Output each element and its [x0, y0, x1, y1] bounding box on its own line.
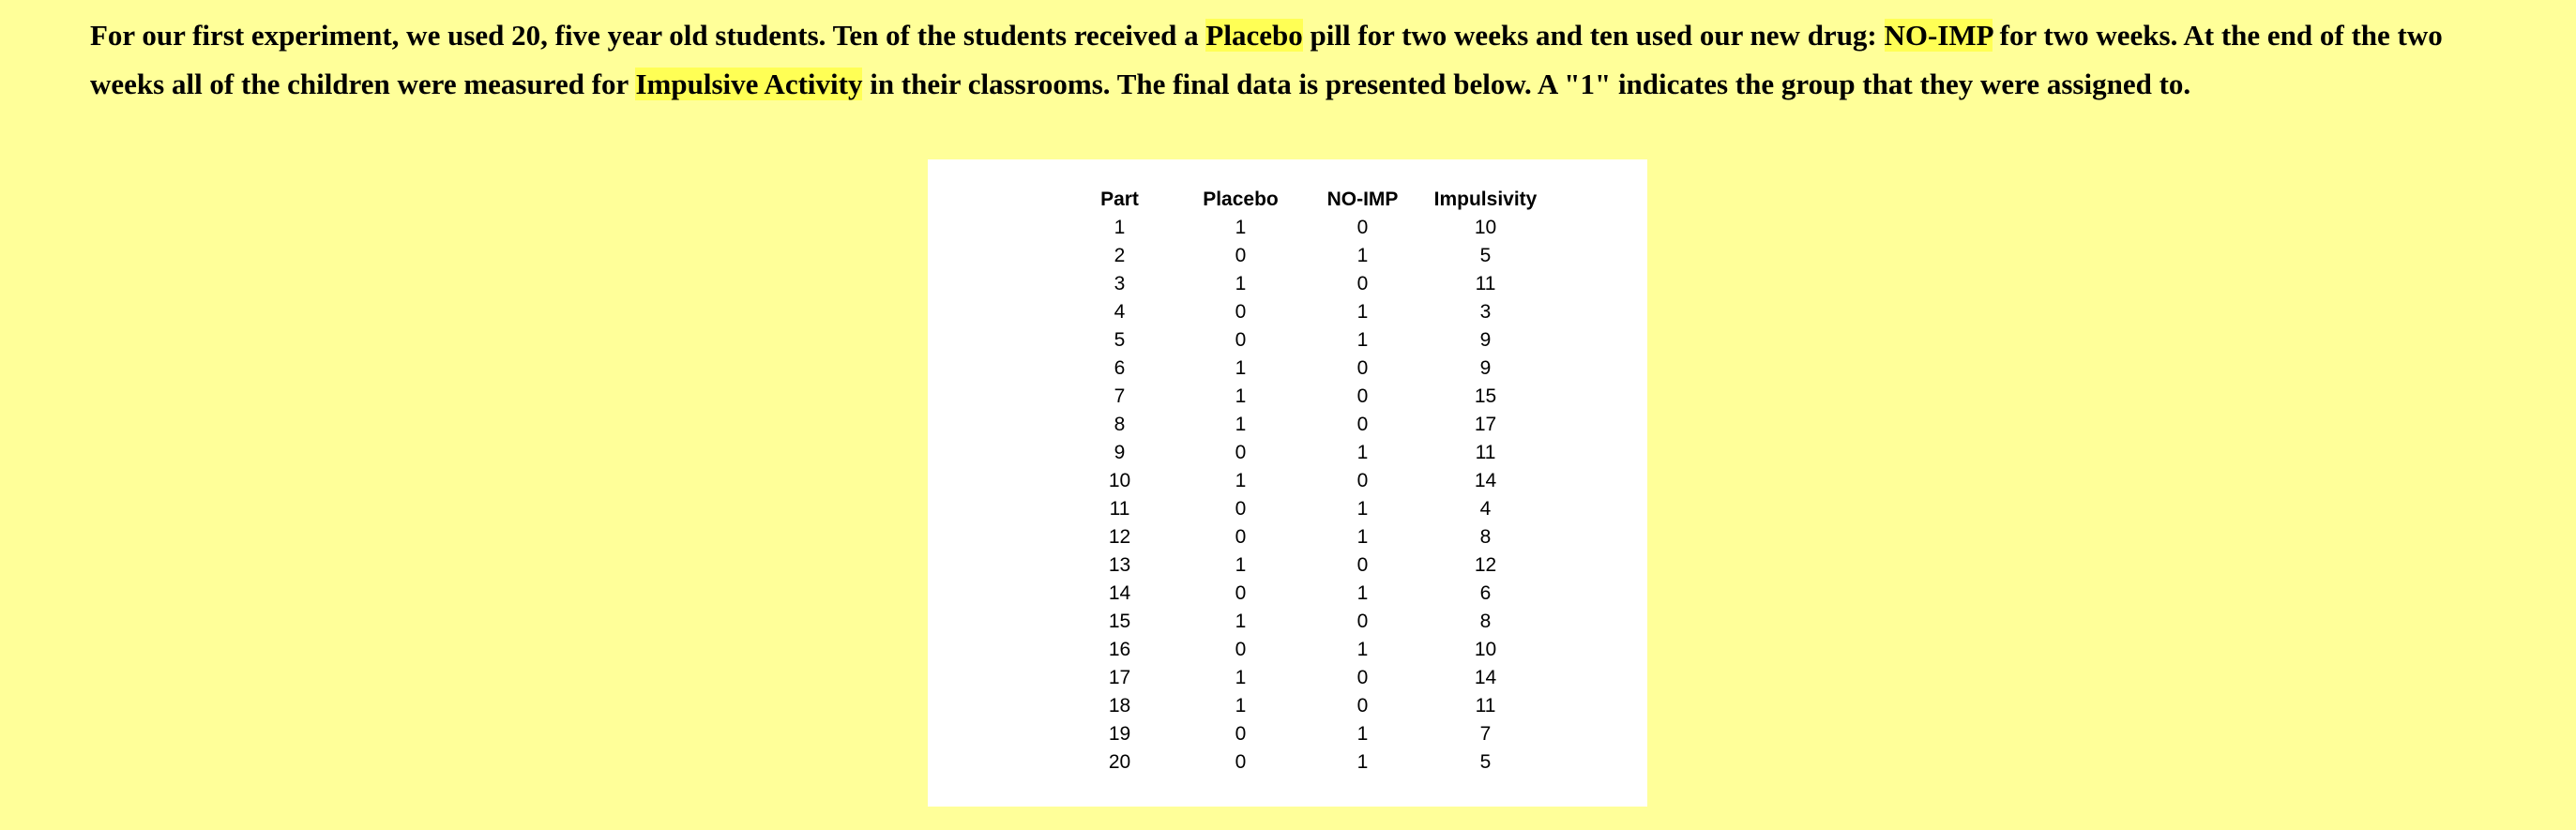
cell-part: 17 [1108, 667, 1131, 688]
cell-no-imp: 0 [1356, 385, 1369, 407]
table-row [1075, 692, 1563, 720]
cell-placebo: 1 [1235, 385, 1247, 407]
cell-impulsivity: 4 [1479, 498, 1492, 520]
cell-placebo: 0 [1235, 723, 1247, 745]
cell-placebo: 1 [1235, 470, 1247, 491]
cell-part: 5 [1114, 329, 1126, 351]
table-row [1075, 270, 1563, 298]
cell-part: 8 [1114, 414, 1126, 435]
table-row [1075, 467, 1563, 495]
table-body [1075, 214, 1563, 777]
cell-no-imp: 0 [1356, 667, 1369, 688]
cell-part: 13 [1108, 554, 1131, 576]
cell-no-imp: 0 [1356, 357, 1369, 379]
table-row [1075, 298, 1563, 326]
cell-impulsivity: 6 [1479, 582, 1492, 604]
intro-paragraph [90, 11, 2510, 109]
cell-impulsivity: 3 [1479, 301, 1492, 323]
header-placebo: Placebo [1203, 189, 1279, 210]
intro-text-2: pill for two weeks and ten used our new drug: [1302, 19, 1885, 52]
cell-no-imp: 1 [1356, 751, 1369, 773]
cell-part: 2 [1114, 245, 1126, 266]
data-table-card [928, 159, 1647, 807]
intro-text-4: in their classrooms. The final data is presented below. A "1" indicates the group that they were assigned to. [862, 68, 2191, 100]
cell-part: 20 [1108, 751, 1131, 773]
cell-part: 6 [1114, 357, 1126, 379]
cell-part: 4 [1114, 301, 1126, 323]
cell-part: 10 [1108, 470, 1131, 491]
cell-part: 12 [1108, 526, 1131, 548]
cell-placebo: 0 [1235, 639, 1247, 660]
table-row [1075, 551, 1563, 580]
table-row [1075, 355, 1563, 383]
header-part: Part [1100, 189, 1139, 210]
table-row [1075, 495, 1563, 523]
table-row [1075, 214, 1563, 242]
table-row [1075, 326, 1563, 355]
table-row [1075, 608, 1563, 636]
cell-placebo: 1 [1235, 695, 1247, 717]
cell-part: 18 [1108, 695, 1131, 717]
table-row [1075, 664, 1563, 692]
cell-no-imp: 1 [1356, 639, 1369, 660]
header-impulsivity: Impulsivity [1433, 189, 1538, 210]
cell-placebo: 1 [1235, 414, 1247, 435]
table-row [1075, 720, 1563, 748]
cell-impulsivity: 9 [1479, 357, 1492, 379]
cell-placebo: 1 [1235, 554, 1247, 576]
cell-impulsivity: 8 [1479, 526, 1492, 548]
cell-no-imp: 1 [1356, 442, 1369, 463]
cell-part: 19 [1108, 723, 1131, 745]
cell-no-imp: 1 [1356, 723, 1369, 745]
table-row [1075, 636, 1563, 664]
cell-no-imp: 0 [1356, 611, 1369, 632]
highlight-no-imp: NO-IMP [1884, 19, 1993, 52]
cell-placebo: 0 [1235, 582, 1247, 604]
cell-no-imp: 0 [1356, 273, 1369, 294]
cell-no-imp: 0 [1356, 695, 1369, 717]
table-row [1075, 383, 1563, 411]
cell-part: 7 [1114, 385, 1126, 407]
table-row [1075, 580, 1563, 608]
cell-impulsivity: 15 [1474, 385, 1497, 407]
cell-impulsivity: 11 [1475, 695, 1496, 717]
cell-impulsivity: 10 [1474, 217, 1497, 238]
data-table [1075, 186, 1563, 777]
cell-placebo: 1 [1235, 667, 1247, 688]
cell-placebo: 1 [1235, 357, 1247, 379]
cell-no-imp: 1 [1356, 245, 1369, 266]
header-no-imp: NO-IMP [1326, 189, 1399, 210]
cell-part: 1 [1114, 217, 1126, 238]
table-header-row [1075, 186, 1563, 214]
intro-text-1: For our first experiment, we used 20, five year old students. Ten of the students received a [90, 19, 1206, 52]
cell-impulsivity: 9 [1479, 329, 1492, 351]
cell-impulsivity: 14 [1474, 667, 1497, 688]
cell-placebo: 0 [1235, 245, 1247, 266]
cell-impulsivity: 12 [1474, 554, 1497, 576]
cell-part: 15 [1108, 611, 1131, 632]
cell-part: 11 [1109, 498, 1130, 520]
cell-impulsivity: 5 [1479, 245, 1492, 266]
intro-text-3: for two weeks. At the end of the two weeks all of the children were measured for [90, 19, 2443, 100]
highlight-placebo: Placebo [1205, 19, 1303, 52]
cell-no-imp: 0 [1356, 470, 1369, 491]
cell-no-imp: 0 [1356, 217, 1369, 238]
cell-impulsivity: 11 [1475, 442, 1496, 463]
cell-impulsivity: 10 [1474, 639, 1497, 660]
cell-impulsivity: 5 [1479, 751, 1492, 773]
cell-no-imp: 0 [1356, 414, 1369, 435]
table-row [1075, 748, 1563, 777]
table-row [1075, 439, 1563, 467]
highlight-impulsive-activity: Impulsive Activity [635, 68, 863, 100]
cell-placebo: 1 [1235, 217, 1247, 238]
table-row [1075, 242, 1563, 270]
cell-part: 14 [1108, 582, 1131, 604]
cell-no-imp: 1 [1356, 329, 1369, 351]
cell-part: 3 [1114, 273, 1126, 294]
cell-placebo: 1 [1235, 611, 1247, 632]
cell-placebo: 0 [1235, 526, 1247, 548]
cell-placebo: 0 [1235, 498, 1247, 520]
cell-placebo: 0 [1235, 442, 1247, 463]
cell-placebo: 1 [1235, 273, 1247, 294]
table-row [1075, 523, 1563, 551]
cell-impulsivity: 7 [1479, 723, 1492, 745]
cell-no-imp: 0 [1356, 554, 1369, 576]
cell-placebo: 0 [1235, 329, 1247, 351]
cell-part: 9 [1114, 442, 1126, 463]
cell-impulsivity: 14 [1474, 470, 1497, 491]
cell-no-imp: 1 [1356, 582, 1369, 604]
cell-placebo: 0 [1235, 301, 1247, 323]
cell-no-imp: 1 [1356, 526, 1369, 548]
cell-placebo: 0 [1235, 751, 1247, 773]
cell-impulsivity: 8 [1479, 611, 1492, 632]
table-row [1075, 411, 1563, 439]
cell-no-imp: 1 [1356, 301, 1369, 323]
cell-no-imp: 1 [1356, 498, 1369, 520]
cell-impulsivity: 17 [1474, 414, 1497, 435]
cell-part: 16 [1108, 639, 1131, 660]
cell-impulsivity: 11 [1475, 273, 1496, 294]
